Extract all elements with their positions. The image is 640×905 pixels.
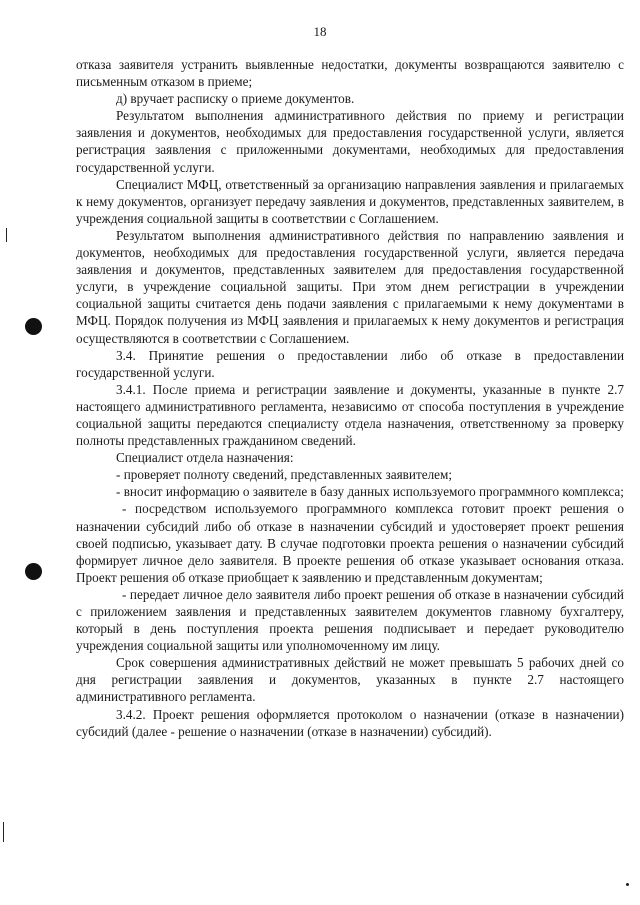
page-number: 18 xyxy=(313,24,327,39)
paragraph: - передает личное дело заявителя либо проект решения об отказе в назначении субсидий с приложением заявления и представленных заявителем документов главному бухгалтеру, который в день поступления проекта решения подписывает и передает руководителю учреждения социальной защиты или уполномоченному им лицу. xyxy=(76,586,624,654)
paragraph: - проверяет полноту сведений, представленных заявителем; xyxy=(116,467,453,483)
punch-hole-bottom xyxy=(25,563,42,580)
paragraph: д) вручает расписку о приеме документов. xyxy=(116,91,355,107)
document-body xyxy=(76,56,624,740)
scan-edge-mark xyxy=(6,228,7,242)
scan-corner-dot xyxy=(626,883,629,886)
paragraph: 3.4.1. После приема и регистрации заявление и документы, указанные в пункте 2.7 настоящего административного регламента, независимо от способа поступления в учреждение социальной защиты передаются специалисту отдела назначения, ответственному за проверку полноты представленных гражданином сведений. xyxy=(76,381,624,449)
paragraph: 3.4. Принятие решения о предоставлении либо об отказе в предоставлении государственной услуги. xyxy=(76,347,624,380)
punch-hole-top xyxy=(25,318,42,335)
paragraph: - посредством используемого программного комплекса готовит проект решения о назначении субсидий либо об отказе в назначении субсидий и удостоверяет проект решения своей подписью, указывает дату. В случае подготовки проекта решения о назначении субсидий формирует личное дело заявителя. В проекте решения об отказе указывает основания отказа. Проект решения об отказе приобщает к заявлению и представленным документам; xyxy=(76,501,624,585)
scan-edge-mark xyxy=(3,822,4,842)
paragraph: Специалист МФЦ, ответственный за организацию направления заявления и прилагаемых к нему документов, организует передачу заявления и документов, представленных заявителем, в учреждения социальной защиты в соответствии с Соглашением. xyxy=(76,176,624,226)
paragraph: Результатом выполнения административного действия по направлению заявления и документов, необходимых для предоставления государственной услуги, является передача заявления и документов, представленных заявителем для предоставления государственной услуги, в учреждение социальной защиты. При этом днем регистрации в учреждении социальной защиты считается день подачи заявления с прилагаемыми к нему документами в МФЦ. Порядок получения из МФЦ заявления и прилагаемых к нему документов и регистрация осуществляются в соответствии с Соглашением. xyxy=(76,227,624,346)
paragraph: Срок совершения административных действий не может превышать 5 рабочих дней со дня регистрации заявления и документов, указанных в пункте 2.7 настоящего административного регламента. xyxy=(76,655,624,705)
paragraph: - вносит информацию о заявителе в базу данных используемого программного комплекса; xyxy=(116,484,624,500)
paragraph: 3.4.2. Проект решения оформляется протоколом о назначении (отказе в назначении) субсидий (далее - решение о назначении (отказе в назначении) субсидий). xyxy=(76,706,624,739)
paragraph: отказа заявителя устранить выявленные недостатки, документы возвращаются заявителю с письменным отказом в приеме; xyxy=(76,57,624,90)
paragraph: Результатом выполнения административного действия по приему и регистрации заявления и документов, необходимых для предоставления государственной услуги, является регистрация заявления с приложенными документами, необходимых для предоставления государственной услуги. xyxy=(76,108,624,175)
paragraph: Специалист отдела назначения: xyxy=(116,450,294,466)
